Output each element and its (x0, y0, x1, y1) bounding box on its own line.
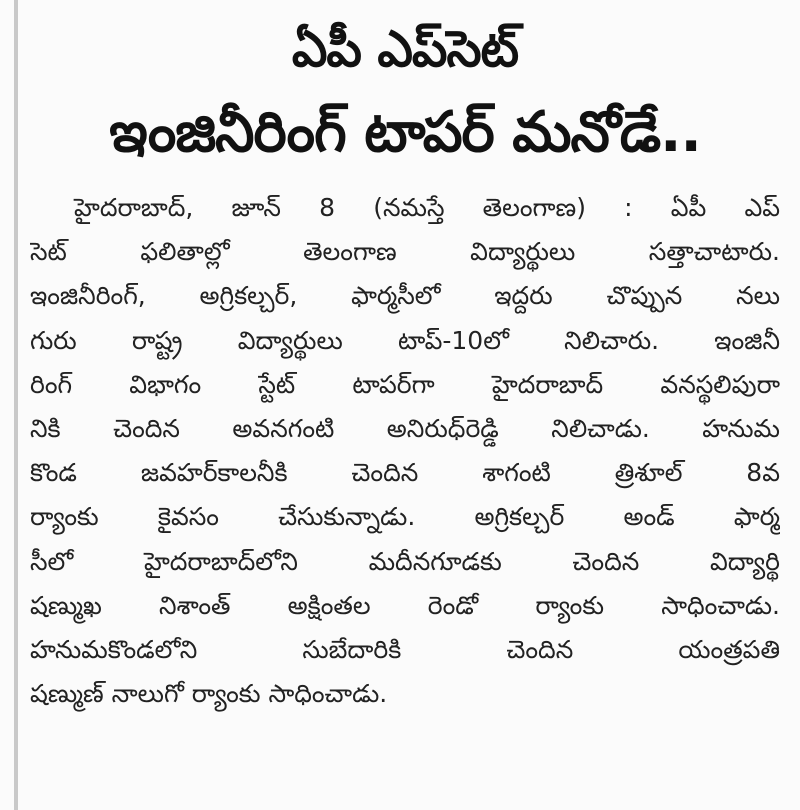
article-line: రింగ్ విభాగం స్టేట్ టాపర్‌గా హైదరాబాద్ వనస్థలిపురా (30, 369, 780, 399)
article-line: హనుమకొండలోని సుబేదారికి చెందిన యంత్రపతి (30, 635, 780, 665)
article-line: షణ్ముఖ నిశాంత్ అక్షింతల రెండో ర్యాంకు సాధించాడు. (30, 590, 780, 620)
article-line: సీలో హైదరాబాద్‌లోని మదీనగూడకు చెందిన విద్యార్థి (30, 546, 780, 576)
article-line: గురు రాష్ట్ర విద్యార్థులు టాప్-10లో నిలిచారు. ఇంజినీ (30, 325, 780, 355)
article-line: సెట్ ఫలితాల్లో తెలంగాణ విద్యార్థులు సత్తాచాటారు. (30, 237, 780, 267)
article-line: ఇంజినీరింగ్, అగ్రికల్చర్, ఫార్మసీలో ఇద్దరు చొప్పున నలు (30, 281, 780, 311)
article-line: నికి చెందిన అవనగంటి అనిరుధ్‌రెడ్డి నిలిచాడు. హనుమ (30, 414, 780, 444)
article-line: కొండ జవహర్‌కాలనీకి చెందిన శాగంటి త్రిశూల్ 8వ (30, 458, 780, 488)
headline-line-2: ఇంజినీరింగ్ టాపర్ మనోడే.. (109, 100, 701, 165)
article-line: షణ్ముణ్ నాలుగో ర్యాంకు సాధించాడు. (30, 679, 388, 709)
article-line: ర్యాంకు కైవసం చేసుకున్నాడు. అగ్రికల్చర్ అండ్ ఫార్మ (30, 502, 780, 532)
article-body (30, 186, 780, 716)
news-clipping (30, 8, 780, 798)
left-border-rule (14, 0, 18, 810)
article-line: హైదరాబాద్, జూన్ 8 (నమస్తే తెలంగాణ) : ఏపీ ఎప్ (74, 193, 780, 222)
headline (30, 8, 780, 176)
headline-line-1: ఏపీ ఎప్‌సెట్ (291, 20, 519, 78)
